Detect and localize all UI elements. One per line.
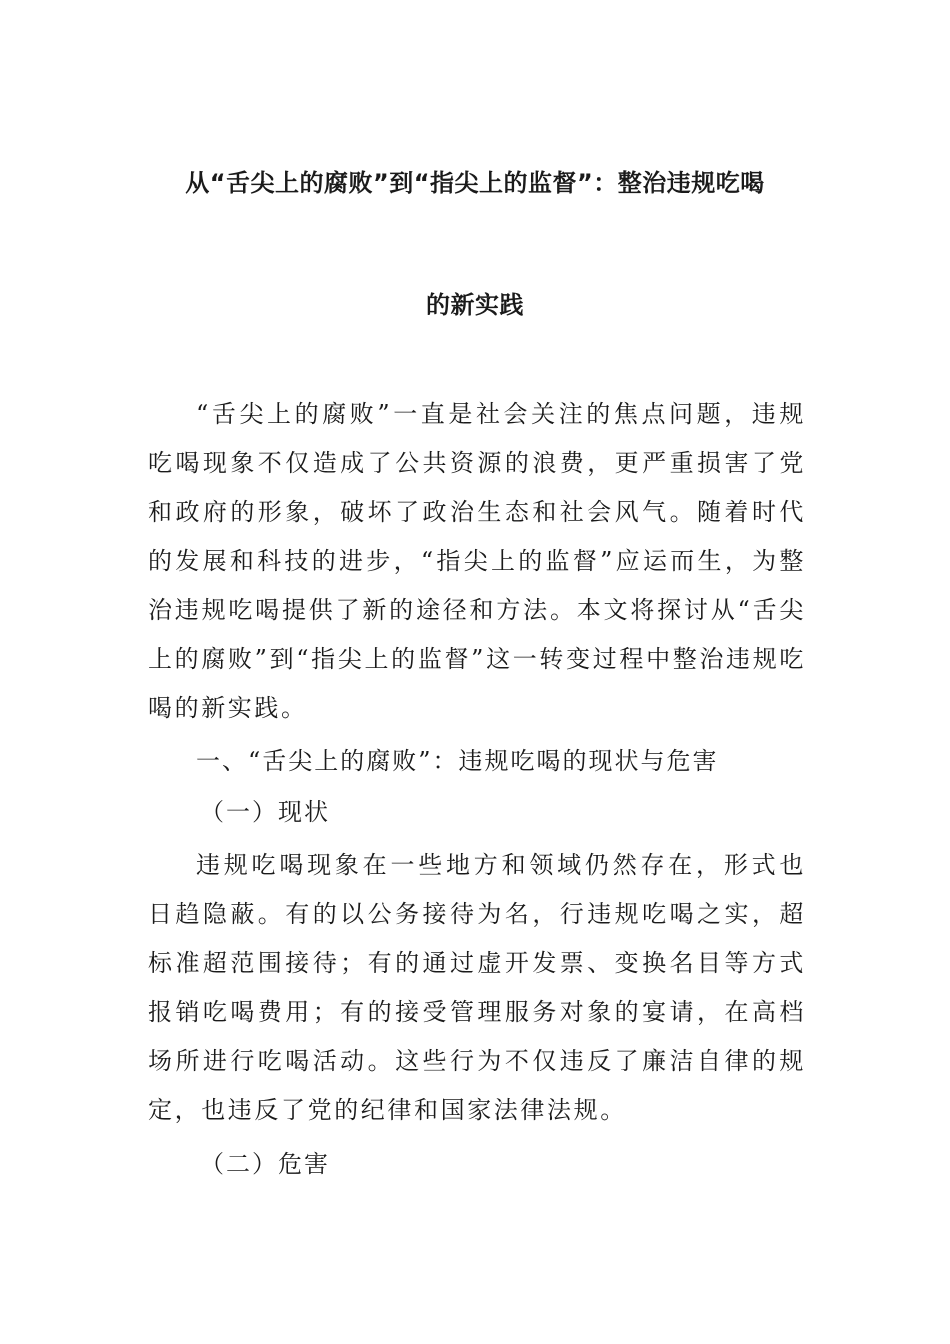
document-title-line-1: 从“舌尖上的腐败”到“指尖上的监督”：整治违规吃喝 — [185, 169, 765, 197]
section-heading-1: 一、“舌尖上的腐败”：违规吃喝的现状与危害 — [196, 747, 719, 775]
subsection-heading-harm: （二）危害 — [200, 1150, 330, 1178]
subsection-heading-status: （一）现状 — [200, 798, 330, 826]
status-paragraph: 违规吃喝现象在一些地方和领域仍然存在，形式也日趋隐蔽。有的以公务接待为名，行违规吃喝之实，超标准超范围接待；有的通过虚开发票、变换名目等方式报销吃喝费用；有的接受管理服务对象的宴请，在高档场所进行吃喝活动。这些行为不仅违反了廉洁自律的规定，也违反了党的纪律和国家法律法规。 — [148, 851, 806, 1124]
document-title-line-2: 的新实践 — [426, 291, 524, 319]
intro-paragraph: “舌尖上的腐败”一直是社会关注的焦点问题，违规吃喝现象不仅造成了公共资源的浪费，更严重损害了党和政府的形象，破坏了政治生态和社会风气。随着时代的发展和科技的进步，“指尖上的监督”应运而生，为整治违规吃喝提供了新的途径和方法。本文将探讨从“舌尖上的腐败”到“指尖上的监督”这一转变过程中整治违规吃喝的新实践。 — [148, 400, 806, 722]
